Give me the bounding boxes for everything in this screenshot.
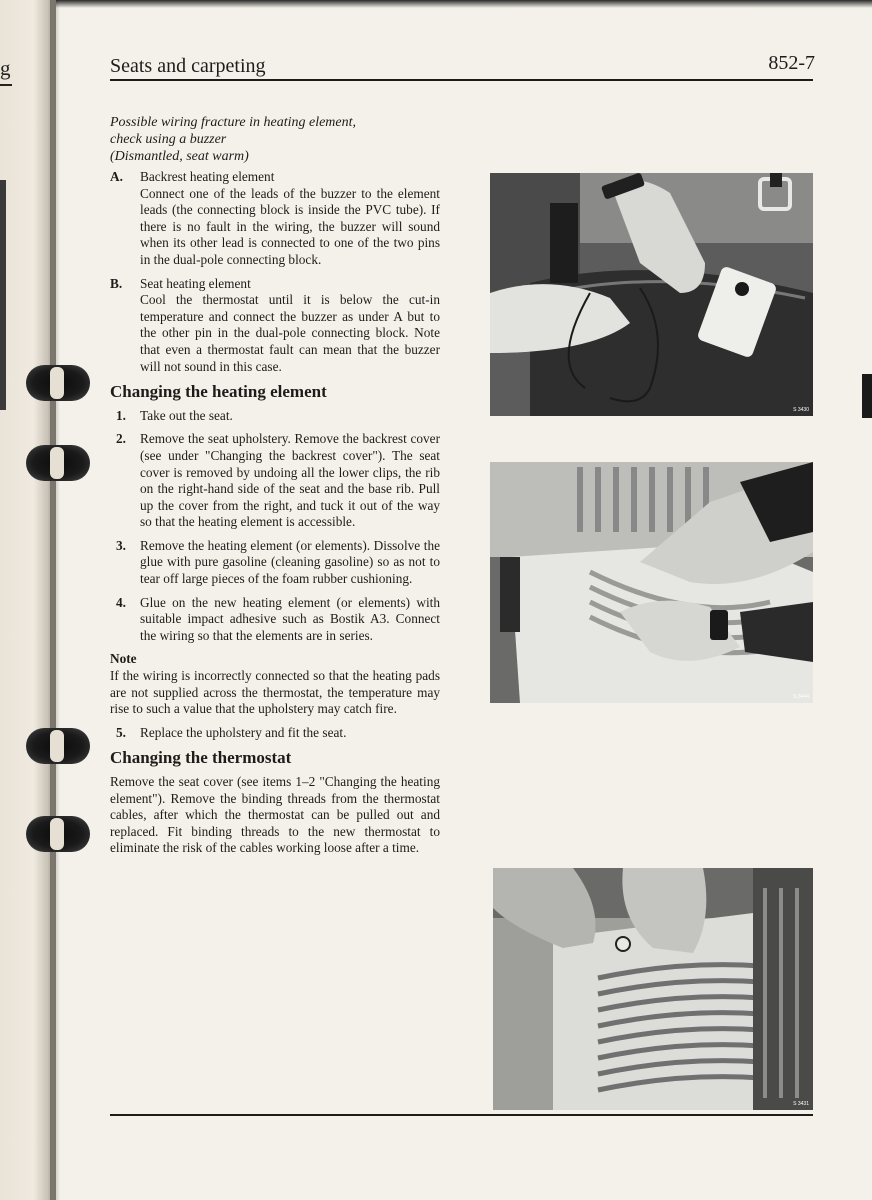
step-text: Remove the seat upholstery. Remove the backrest cover (see under "Changing the backrest cover"). The seat cover is removed by undoing all the lower clips, the rib on the right-hand side of the seat and the base rib. Pull up the cover from the right, and tuck it out of the way so that the heating element is accessible. xyxy=(140,431,440,530)
intro-line: check using a buzzer xyxy=(110,132,227,147)
step-item xyxy=(110,431,440,531)
thermostat-paragraph: Remove the seat cover (see items 1–2 "Changing the heating element"). Remove the binding threads from the thermostat cables, after which the thermostat can be pulled out and replaced. Fit binding threads to the new thermostat to eliminate the risk of the cables working loose after a time. xyxy=(110,774,440,856)
footer-rule xyxy=(110,1114,813,1116)
step-text: Replace the upholstery and fit the seat. xyxy=(140,724,347,740)
step-number: 2. xyxy=(116,431,126,447)
item-text: Cool the thermostat until it is below the cut-in temperature and connect the buzzer as under A but to the other pin in the dual-pole connecting block. Note that even a thermostat fault can mean that the buzzer will not sound in this case. xyxy=(140,292,440,374)
intro-heading xyxy=(110,114,440,165)
page-title: Seats and carpeting xyxy=(110,55,266,77)
note-heading: Note xyxy=(110,651,137,667)
step-item xyxy=(110,408,440,425)
step-text: Take out the seat. xyxy=(140,407,233,423)
check-item-a xyxy=(110,169,440,269)
step-item xyxy=(110,725,440,742)
binder-strip xyxy=(0,0,56,1200)
step-number: 4. xyxy=(116,594,126,610)
intro-line: (Dismantled, seat warm) xyxy=(110,149,249,164)
step-item xyxy=(110,595,440,645)
step-text: Glue on the new heating element (or elements) with suitable impact adhesive such as Bostik A3. Connect the wiring so that the elements are in series. xyxy=(140,594,440,643)
photo-code: S 3444 xyxy=(793,694,809,700)
check-item-b xyxy=(110,276,440,376)
photo-thermostat-image xyxy=(493,868,813,1110)
header-rule xyxy=(110,79,813,81)
page-number: 852-7 xyxy=(768,52,815,74)
step-text: Remove the heating element (or elements). Dissolve the glue with pure gasoline (cleaning gasoline) so as not to tear off large pieces of the foam rubber cushioning. xyxy=(140,537,440,587)
photo-buzzer-test xyxy=(490,173,813,416)
item-title: Seat heating element xyxy=(140,275,251,291)
section-thumb-tab xyxy=(862,374,872,418)
section-heading-heating-element: Changing the heating element xyxy=(110,382,327,402)
step-number: 5. xyxy=(116,724,126,740)
punch-hole xyxy=(26,445,90,481)
item-title: Backrest heating element xyxy=(140,169,275,184)
page-top-shadow xyxy=(56,0,872,8)
previous-page-title-fragment: g xyxy=(0,56,11,80)
step-item xyxy=(110,538,440,588)
photo-code: S 3430 xyxy=(793,407,809,413)
photo-buzzer-test-image xyxy=(490,173,813,416)
intro-line: Possible wiring fracture in heating element, xyxy=(110,115,357,130)
item-text: Connect one of the leads of the buzzer to the element leads (the connecting block is inside the PVC tube). If there is no fault in the wiring, the buzzer will sound when its other lead is connected to one of the two pins in the dual-pole connecting block. xyxy=(140,185,440,267)
punch-hole xyxy=(26,816,90,852)
text-column xyxy=(110,114,440,857)
photo-heating-element xyxy=(490,462,813,703)
item-label: B. xyxy=(110,275,123,291)
item-label: A. xyxy=(110,169,123,184)
step-number: 3. xyxy=(116,537,126,553)
previous-page-photo-edge xyxy=(0,180,6,410)
previous-page-rule xyxy=(0,84,12,86)
photo-heating-element-image xyxy=(490,462,813,703)
section-heading-thermostat: Changing the thermostat xyxy=(110,748,292,768)
photo-thermostat xyxy=(493,868,813,1110)
note-text: If the wiring is incorrectly connected so that the heating pads are not supplied across the thermostat, the temperature may rise to such a value that the upholstery may catch fire. xyxy=(110,668,440,717)
punch-hole xyxy=(26,728,90,764)
step-number: 1. xyxy=(116,407,126,423)
photo-code: S 3431 xyxy=(793,1101,809,1107)
punch-hole xyxy=(26,365,90,401)
binder-edge-shadow xyxy=(50,0,60,1200)
